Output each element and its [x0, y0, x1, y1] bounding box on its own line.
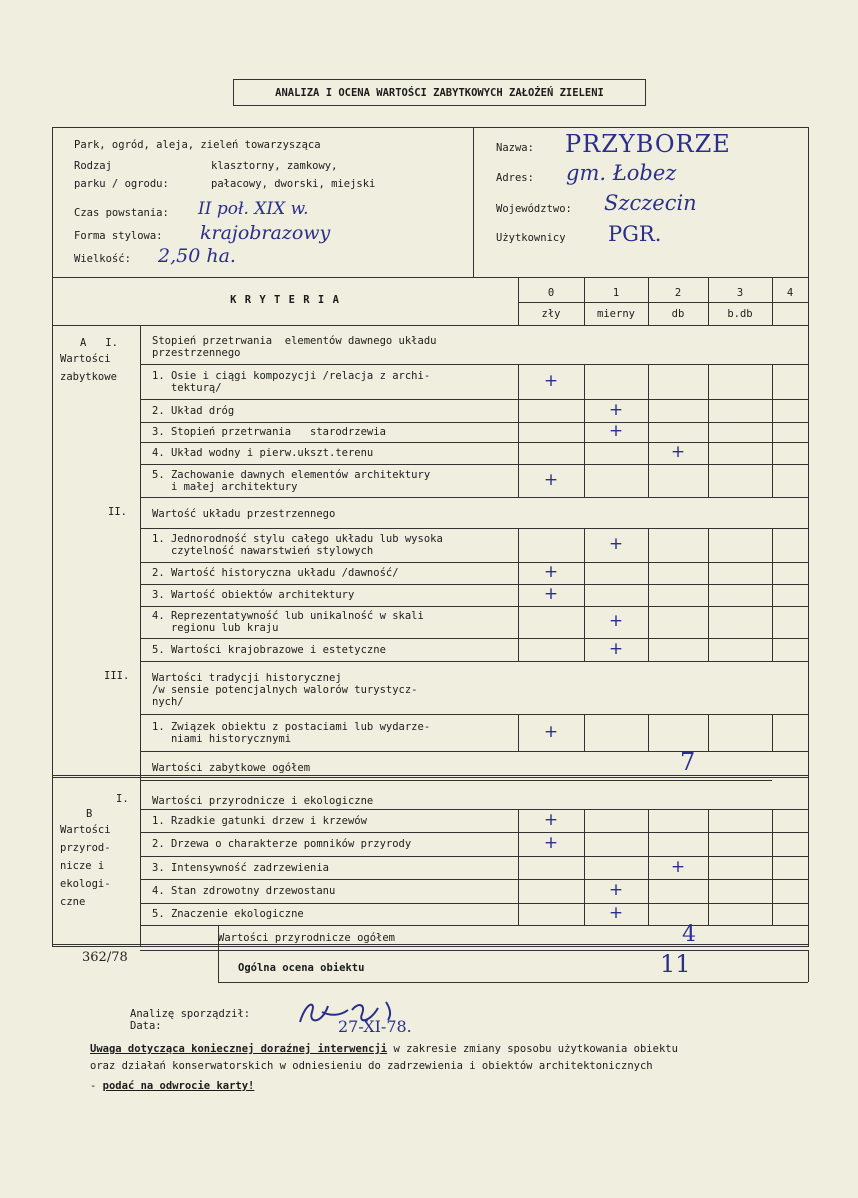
- score-number-0: 0: [547, 287, 555, 299]
- uzytkownicy-label: Użytkownicy: [496, 232, 566, 244]
- cross-mark: +: [543, 584, 559, 604]
- group2-title: Wartość układu przestrzennego: [152, 508, 336, 520]
- score-number-2: 2: [674, 287, 682, 299]
- group2-item-3: 3. Wartość obiektów architektury: [152, 589, 355, 601]
- park-type-line: Park, ogród, aleja, zieleń towarzysząca: [74, 139, 321, 151]
- data-value: 27-XI-78.: [338, 1017, 412, 1036]
- section-b-name-line: ekologi-: [60, 878, 111, 890]
- document-number: 362/78: [82, 950, 128, 965]
- group2-item-2: 2. Wartość historyczna układu /dawność/: [152, 567, 399, 579]
- cross-mark: +: [543, 833, 559, 853]
- section-b-name-line: czne: [60, 896, 86, 908]
- rodzaj-values: klasztorny, zamkowy,: [211, 160, 338, 172]
- score-number-4: 4: [786, 287, 794, 299]
- score-number-3: 3: [736, 287, 744, 299]
- rodzaj-label: Rodzaj: [74, 160, 112, 172]
- group2-item-5: 5. Wartości krajobrazowe i estetyczne: [152, 643, 386, 656]
- section-b-label: B: [86, 808, 93, 820]
- czas-value: II poł. XIX w.: [198, 199, 309, 219]
- section-b-title: Wartości przyrodnicze i ekologiczne: [152, 795, 374, 807]
- cross-mark: +: [543, 469, 559, 490]
- group3-title: Wartości tradycji historycznej /w sensie potencjalnych walorów turystycz- nych/: [152, 672, 418, 708]
- cross-mark: +: [543, 809, 559, 830]
- score-label-1: mierny: [597, 308, 635, 320]
- wielkosc-value: 2,50 ha.: [158, 245, 236, 267]
- section-b-num: I.: [116, 793, 129, 805]
- cross-mark: +: [543, 370, 559, 391]
- cross-mark: +: [670, 442, 686, 462]
- cross-mark: +: [608, 903, 624, 923]
- cross-mark: +: [543, 562, 559, 582]
- overall-label: Ogólna ocena obiektu: [238, 962, 365, 974]
- wielkosc-label: Wielkość:: [74, 253, 131, 265]
- total-b-label: Wartości przyrodnicze ogółem: [218, 932, 396, 944]
- score-label-2: db: [671, 308, 685, 320]
- nazwa-value: PRZYBORZE: [565, 130, 731, 158]
- group2-item-4: 4. Reprezentatywność lub unikalność w skali regionu lub kraju: [152, 610, 424, 634]
- total-b-value: 4: [682, 922, 696, 947]
- section-b-name-line: Wartości: [60, 824, 111, 836]
- uwaga-rest: w zakresie zmiany sposobu użytkowania obiektu: [387, 1043, 678, 1055]
- adres-value: gm. Łobez: [566, 161, 677, 185]
- group2-item-1: 1. Jednorodność stylu całego układu lub wysoka czytelność nawarstwień stylowych: [152, 533, 443, 557]
- section-b-item-2: 2. Drzewa o charakterze pomników przyrody: [152, 838, 412, 850]
- uzytkownicy-value: PGR.: [608, 222, 662, 246]
- score-label-3: b.db: [727, 308, 753, 320]
- group2-num: II.: [108, 506, 127, 518]
- total-a-value: 7: [680, 748, 696, 776]
- score-label-0: zły: [541, 308, 561, 320]
- cross-mark: +: [608, 638, 624, 659]
- forma-value: krajobrazowy: [200, 222, 331, 244]
- section-b-item-3: 3. Intensywność zadrzewienia: [152, 861, 330, 874]
- cross-mark: +: [608, 399, 624, 420]
- data-label: Data:: [130, 1020, 162, 1032]
- total-a-label: Wartości zabytkowe ogółem: [152, 762, 311, 774]
- group1-item-3: 3. Stopień przetrwania starodrzewia: [152, 426, 386, 438]
- uwaga-line-2: oraz działań konserwatorskich w odniesieniu do zadrzewienia i obiektów architektonicznych: [90, 1060, 653, 1072]
- cross-mark: +: [608, 534, 624, 554]
- cross-mark: +: [670, 856, 686, 877]
- section-b-name-line: przyrod-: [60, 842, 111, 854]
- group1-item-5: 5. Zachowanie dawnych elementów architektury i małej architektury: [152, 468, 431, 493]
- section-b-item-4: 4. Stan zdrowotny drzewostanu: [152, 885, 336, 897]
- overall-value: 11: [660, 950, 691, 978]
- uwaga-note: podać na odwrocie karty!: [102, 1080, 255, 1092]
- group1-title: Stopień przetrwania elementów dawnego układu przestrzennego: [152, 335, 437, 359]
- sporzadzil-label: Analizę sporządził:: [130, 1008, 251, 1020]
- uwaga-line-3: - podać na odwrocie karty!: [90, 1080, 255, 1092]
- cross-mark: +: [608, 421, 624, 441]
- cross-mark: +: [608, 611, 624, 631]
- section-b-name-line: nicze i: [60, 860, 105, 872]
- wojewodztwo-label: Województwo:: [496, 203, 572, 215]
- nazwa-label: Nazwa:: [496, 142, 534, 154]
- uwaga-line-1: [90, 1043, 678, 1055]
- section-b-item-5: 5. Znaczenie ekologiczne: [152, 908, 304, 920]
- group1-item-4: 4. Układ wodny i pierw.ukszt.terenu: [152, 447, 374, 459]
- parku-label: parku / ogrodu:: [74, 178, 169, 190]
- adres-label: Adres:: [496, 172, 534, 184]
- cross-mark: +: [543, 721, 559, 742]
- uwaga-bold: Uwaga dotycząca koniecznej doraźnej interwencji: [90, 1043, 388, 1055]
- section-a-name-2: zabytkowe: [60, 371, 117, 383]
- score-number-1: 1: [612, 287, 620, 299]
- kryteria-heading: K R Y T E R I A: [230, 294, 340, 306]
- wojewodztwo-value: Szczecin: [604, 191, 697, 215]
- czas-label: Czas powstania:: [74, 207, 169, 219]
- group3-item-1: 1. Związek obiektu z postaciami lub wydarze- niami historycznymi: [152, 720, 431, 745]
- section-a-name-1: Wartości: [60, 353, 111, 365]
- parku-values: pałacowy, dworski, miejski: [211, 178, 376, 190]
- forma-label: Forma stylowa:: [74, 230, 163, 242]
- group1-item-2: 2. Układ dróg: [152, 404, 235, 417]
- section-a-label: A I.: [80, 337, 118, 349]
- section-b-item-1: 1. Rzadkie gatunki drzew i krzewów: [152, 814, 367, 827]
- group1-item-1: 1. Osie i ciągi kompozycji /relacja z archi- tekturą/: [152, 369, 431, 394]
- cross-mark: +: [608, 880, 624, 900]
- form-title: ANALIZA I OCENA WARTOŚCI ZABYTKOWYCH ZAŁOŻEŃ ZIELENI: [233, 79, 646, 106]
- group3-num: III.: [104, 670, 130, 682]
